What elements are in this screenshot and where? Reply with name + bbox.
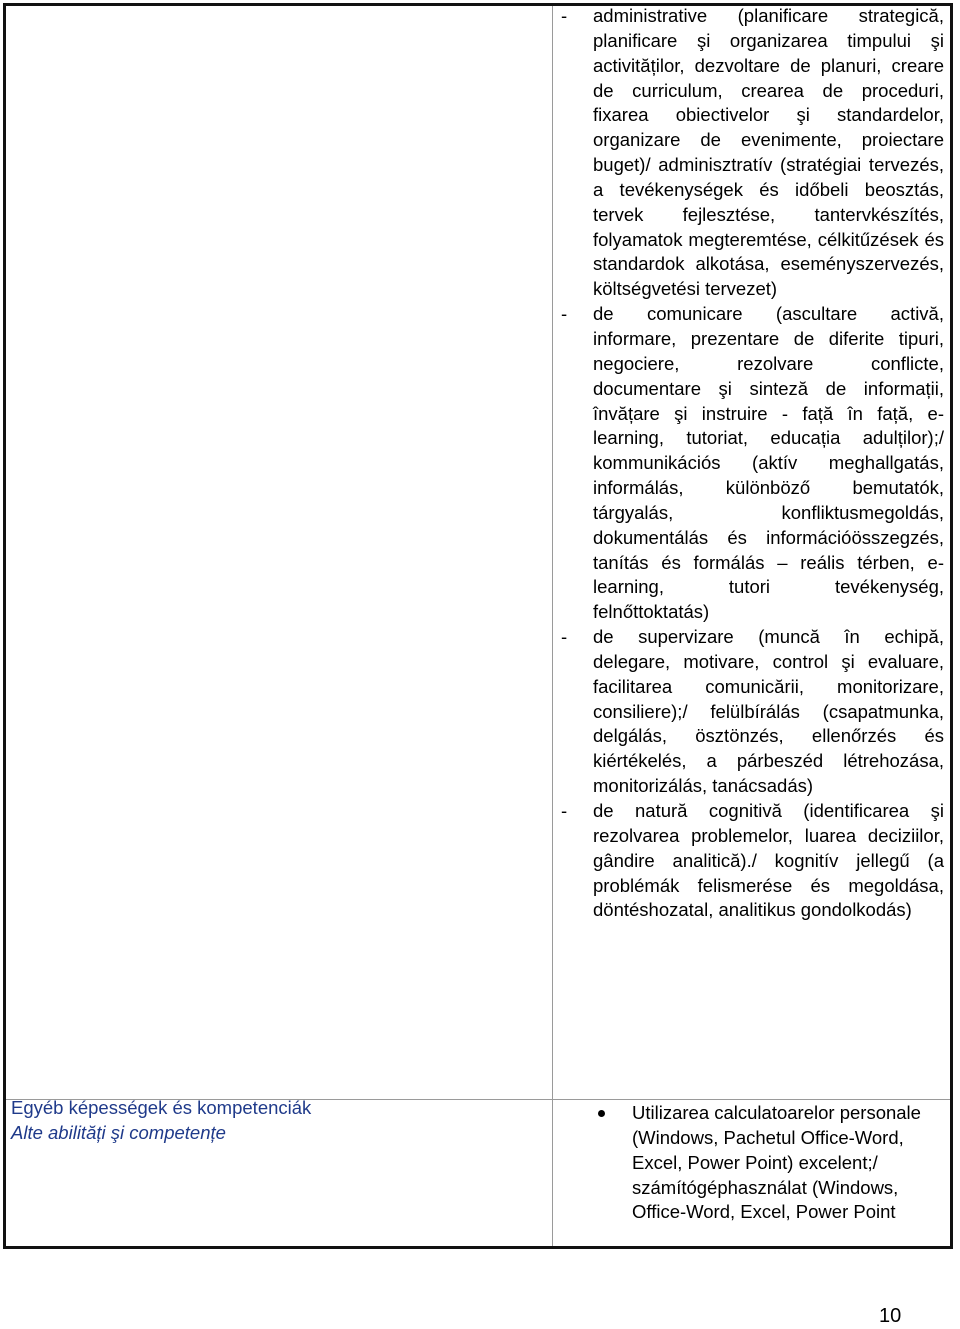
dash-marker: - (561, 5, 568, 26)
list-item (561, 799, 944, 923)
dash-marker: - (561, 626, 568, 648)
list-item (561, 625, 944, 799)
dash-marker: - (561, 303, 568, 325)
list-item (598, 1101, 944, 1225)
section-label-ro: Alte abilități şi competențe (11, 1122, 226, 1143)
competence-text-administrative: administrative (planificare strategică, planificare şi organizarea timpului şi activităților, dezvoltare de planuri, creare de curriculum, crearea de proceduri, fixarea obiectivelor şi standardelor, organizare de evenimente, proiectare buget)/ adminisztratív (stratégiai tervezés, a tevékenységek és időbeli beosztás, tervek fejlesztése, tantervkészítés, folyamatok megteremtése, célkitűzések és standardok alkotása, eseményszervezés, költségvetési tervezet) (593, 5, 944, 300)
competence-text-cognitive: de natură cognitivă (identificarea şi rezolvarea problemelor, luarea deciziilor, gândire analitică)./ kognitív jellegű (a problémák felismerése és megoldása, döntéshozatal, analitikus gondolkodás) (593, 800, 944, 921)
dash-marker: - (561, 800, 568, 821)
column-divider (552, 6, 553, 1246)
list-item (561, 4, 944, 302)
page-number: 10 (879, 1305, 902, 1327)
skill-text-computer: Utilizarea calculatoarelor personale (Windows, Pachetul Office-Word, Excel, Power Point) excelent;/ számítógéphasználat (Windows, Office-Word, Excel, Power Point (632, 1102, 921, 1223)
competence-list (561, 4, 944, 923)
skills-list (598, 1101, 944, 1225)
competence-text-communication: de comunicare (ascultare activă, informare, prezentare de diferite tipuri, negociere, rezolvare conflicte, documentare şi sinteză de informații, învățare şi instruire - față în față, e-learning, tutoriat, educația adulților);/ kommunikációs (aktív meghallgatás, informálás, különböző bemutatók, tárgyalás, konfliktusmegoldás, dokumentálás és információösszegzés, tanítás és formálás – reális térben, e-learning, tutori tevékenység, felnőttoktatás) (593, 303, 944, 623)
competence-text-supervision: de supervizare (muncă în echipă, delegare, motivare, control şi evaluare, facilitarea comunicării, monitorizare, consiliere);/ felülbírálás (csapatmunka, delgálás, ösztönzés, ellenőrzés és kiértékelés, a párbeszéd létrehozása, monitorizálás, tanácsadás) (593, 626, 944, 797)
bullet-icon (598, 1110, 605, 1117)
list-item (561, 302, 944, 625)
section-label (11, 1095, 531, 1145)
section-label-hu: Egyéb képességek és kompetenciák (11, 1097, 312, 1118)
